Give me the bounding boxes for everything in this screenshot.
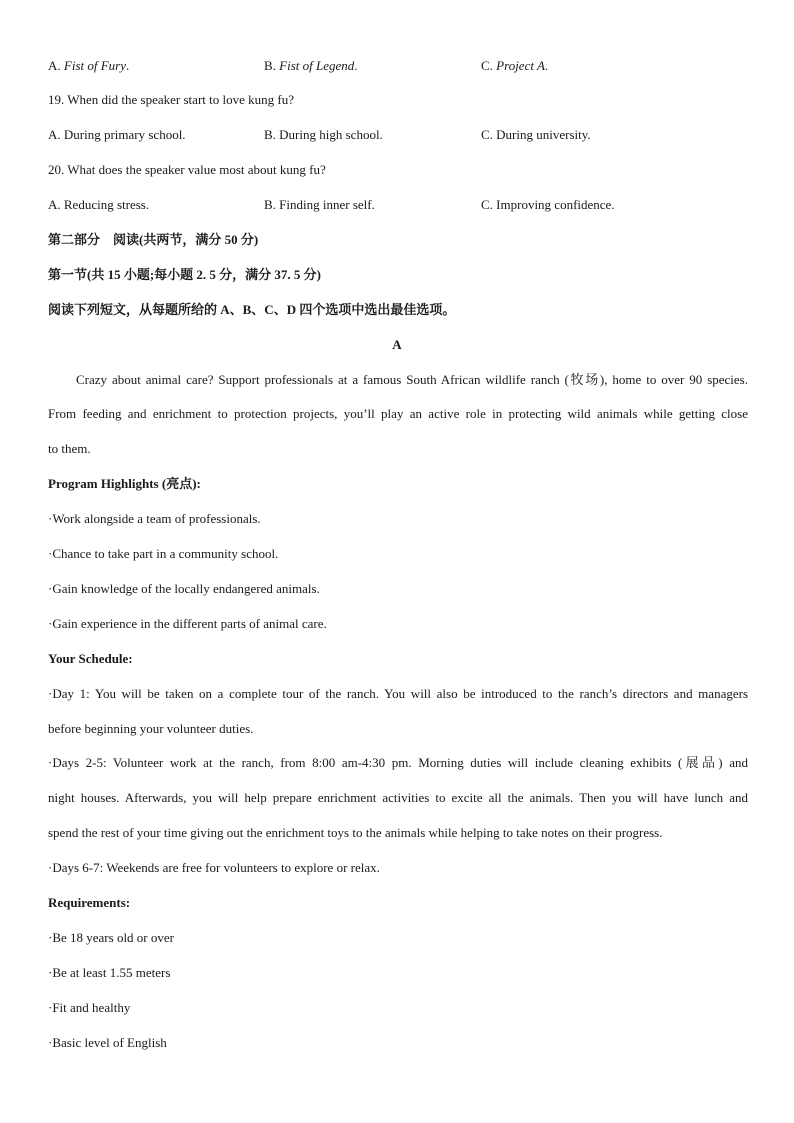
q19-question: 19. When did the speaker start to love kung fu? (48, 92, 294, 107)
q19-option-b: B. During high school. (264, 127, 383, 142)
option-title: Fist of Fury (63, 58, 126, 73)
schedule-days25-line-2: night houses. Afterwards, you will help prepare enrichment activities to excite all the animals. Then you will have lunch and (48, 790, 748, 805)
q20-option-a: A. Reducing stress. (48, 197, 150, 212)
requirement-item: ·Fit and healthy (48, 1000, 131, 1015)
section-sub-title: 第一节(共 15 小题;每小题 2. 5 分，满分 37. 5 分) (48, 267, 321, 282)
section-part-title: 第二部分 阅读(共两节，满分 50 分) (48, 232, 259, 247)
q20-option-c: C. Improving confidence. (481, 197, 615, 212)
requirement-item: ·Be at least 1.55 meters (48, 965, 171, 980)
schedule-days67: ·Days 6-7: Weekends are free for volunteers to explore or relax. (48, 860, 380, 875)
highlight-item: ·Gain knowledge of the locally endangered animals. (48, 581, 320, 596)
passage-intro-line-2: From feeding and enrichment to protection projects, you’ll play an active role in protecting wild animals while getting close (48, 406, 748, 421)
q18-option-a (48, 58, 129, 74)
q18-option-b (264, 58, 358, 74)
option-suffix: . (354, 58, 358, 73)
section-instruction: 阅读下列短文，从每题所给的 A、B、C、D 四个选项中选出最佳选项。 (48, 302, 456, 317)
requirement-item: ·Be 18 years old or over (48, 930, 174, 945)
q19-option-a: A. During primary school. (48, 127, 186, 142)
passage-intro-line-1: Crazy about animal care? Support professionals at a famous South African wildlife ranch (牧场), home to over 90 species. (76, 372, 748, 387)
q18-option-c (481, 58, 548, 74)
option-prefix: C. (481, 58, 497, 73)
option-suffix: . (544, 58, 549, 73)
q20-question: 20. What does the speaker value most about kung fu? (48, 162, 326, 177)
highlight-item: ·Chance to take part in a community school. (48, 546, 279, 561)
schedule-day1-line-2: before beginning your volunteer duties. (48, 721, 254, 736)
option-title: Fist of Legend (279, 58, 355, 73)
schedule-days25-line-3: spend the rest of your time giving out the enrichment toys to the animals while helping to take notes on their progress. (48, 825, 663, 840)
schedule-heading: Your Schedule: (48, 651, 133, 666)
option-prefix: B. (264, 58, 280, 73)
q19-option-c: C. During university. (481, 127, 591, 142)
requirements-heading: Requirements: (48, 895, 131, 910)
requirement-item: ·Basic level of English (48, 1035, 167, 1050)
highlight-item: ·Work alongside a team of professionals. (48, 511, 261, 526)
highlights-heading: Program Highlights (亮点): (48, 476, 201, 491)
schedule-day1-line-1: ·Day 1: You will be taken on a complete tour of the ranch. You will also be introduced to the ranch’s directors and managers (48, 686, 748, 701)
option-prefix: A. (48, 58, 64, 73)
q20-option-b: B. Finding inner self. (264, 197, 375, 212)
schedule-days25-line-1: ·Days 2-5: Volunteer work at the ranch, from 8:00 am-4:30 pm. Morning duties will include cleaning exhibits (展品) and (48, 755, 748, 770)
highlight-item: ·Gain experience in the different parts of animal care. (48, 616, 327, 631)
option-suffix: . (126, 58, 130, 73)
passage-intro-line-3: to them. (48, 441, 91, 456)
option-title: Project A (496, 58, 545, 73)
passage-letter: A (392, 337, 402, 352)
